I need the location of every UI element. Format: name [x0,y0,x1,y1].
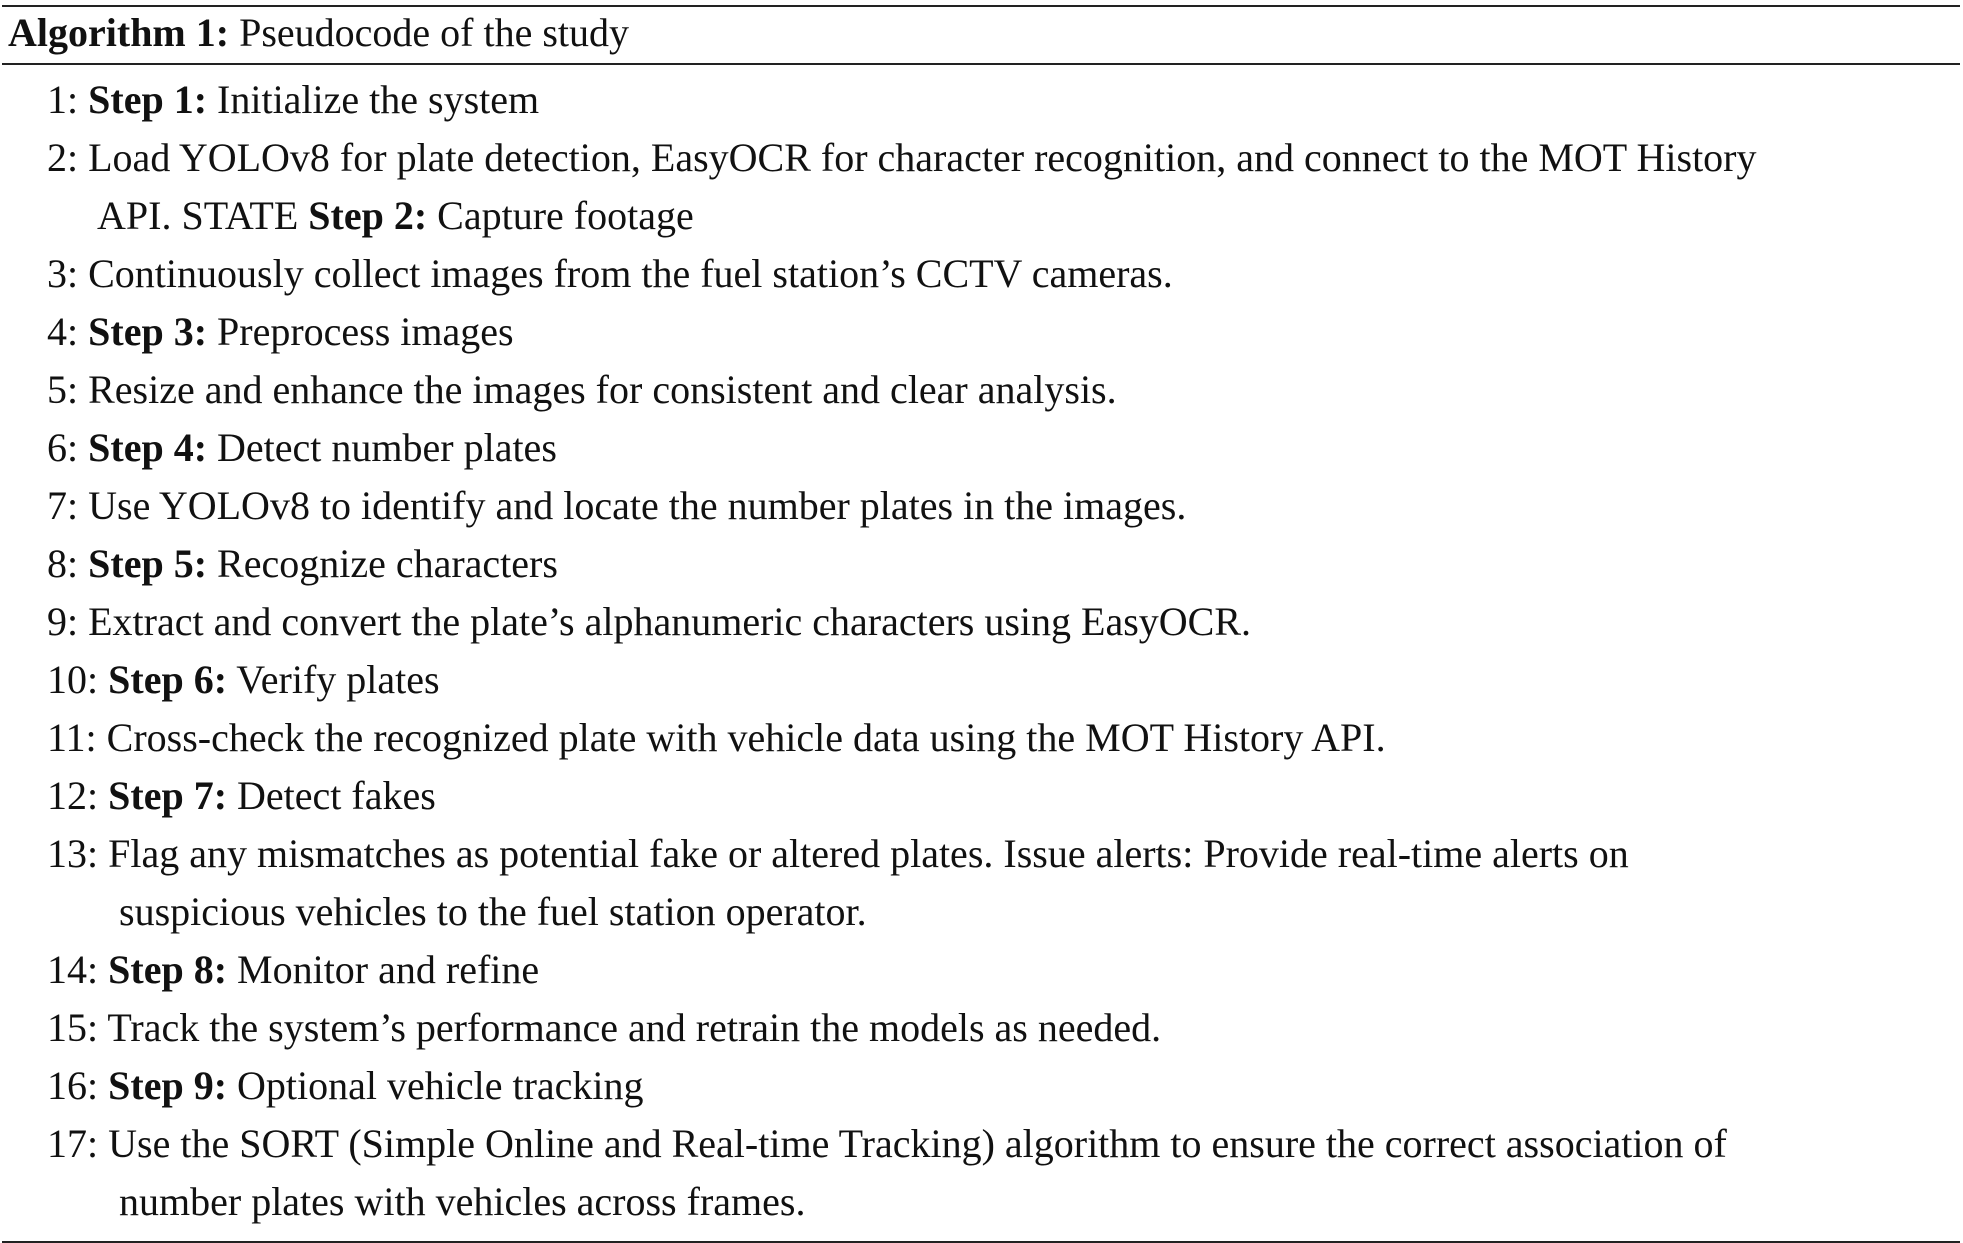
line-number: 3: [47,251,79,296]
caption-label: Algorithm 1: [8,10,230,55]
line-text: Detect number plates [217,425,557,470]
line-text: Continuously collect images from the fuel station’s CCTV cameras. [88,251,1173,296]
step-label: Step 3: [88,309,208,354]
line-text: Extract and convert the plate’s alphanumeric characters using EasyOCR. [88,599,1252,644]
line-text: Cross-check the recognized plate with vehicle data using the MOT History API. [106,715,1386,760]
algorithm-line-14 [2,941,1960,999]
step-label: Step 7: [108,773,228,818]
line-text: Use YOLOv8 to identify and locate the number plates in the images. [88,483,1187,528]
line-number: 9: [47,599,79,644]
algorithm-box [2,5,1960,1243]
line-number: 6: [47,425,79,470]
line-text: Detect fakes [237,773,436,818]
step-label: Step 4: [88,425,208,470]
line-text: Recognize characters [217,541,558,586]
algorithm-line-2 [2,129,1960,245]
step-label: Step 9: [108,1063,228,1108]
line-number: 16: [47,1063,99,1108]
line-number: 14: [47,947,99,992]
line-text: Resize and enhance the images for consistent and clear analysis. [88,367,1117,412]
line-text: Load YOLOv8 for plate detection, EasyOCR for character recognition, and connect to the MOT History [88,135,1757,180]
line-number: 5: [47,367,79,412]
algorithm-caption [2,7,1960,63]
line-text: Initialize the system [217,77,540,122]
algorithm-line-4 [2,303,1960,361]
algorithm-line-13 [2,825,1960,941]
line-number: 11: [47,715,97,760]
step-label: Step 1: [88,77,208,122]
algorithm-line-11 [2,709,1960,767]
algorithm-line-17 [2,1115,1960,1231]
algorithm-line-12 [2,767,1960,825]
line-number: 13: [47,831,99,876]
line-number: 8: [47,541,79,586]
algorithm-line-1 [2,71,1960,129]
line-text: Use the SORT (Simple Online and Real-time Tracking) algorithm to ensure the correct association of [108,1121,1727,1166]
algorithm-line-3 [2,245,1960,303]
line-number: 4: [47,309,79,354]
algorithm-line-9 [2,593,1960,651]
line-text: Track the system’s performance and retrain the models as needed. [107,1005,1162,1050]
line-text: Verify plates [236,657,440,702]
step-label: Step 6: [108,657,228,702]
continuation-prefix: API. STATE [97,193,299,238]
line-number: 12: [47,773,99,818]
line-continuation: number plates with vehicles across frames. [119,1179,806,1224]
line-number: 2: [47,135,79,180]
step-label: Step 5: [88,541,208,586]
line-continuation: suspicious vehicles to the fuel station operator. [119,889,867,934]
line-number: 10: [47,657,99,702]
line-text: Optional vehicle tracking [237,1063,644,1108]
algorithm-lines [2,65,1960,1231]
step-label: Step 8: [108,947,228,992]
algorithm-line-16 [2,1057,1960,1115]
step-label: Step 2: [308,193,428,238]
line-text: Preprocess images [217,309,514,354]
line-number: 15: [47,1005,99,1050]
line-text: Monitor and refine [237,947,540,992]
line-number: 7: [47,483,79,528]
line-continuation [47,187,1956,245]
algorithm-line-15 [2,999,1960,1057]
continuation-text: Capture footage [437,193,694,238]
algorithm-line-6 [2,419,1960,477]
caption-title: Pseudocode of the study [239,10,630,55]
algorithm-line-7 [2,477,1960,535]
algorithm-line-10 [2,651,1960,709]
algorithm-line-8 [2,535,1960,593]
line-number: 1: [47,77,79,122]
line-text: Flag any mismatches as potential fake or altered plates. Issue alerts: Provide real-time alerts on [108,831,1629,876]
line-number: 17: [47,1121,99,1166]
algorithm-line-5 [2,361,1960,419]
